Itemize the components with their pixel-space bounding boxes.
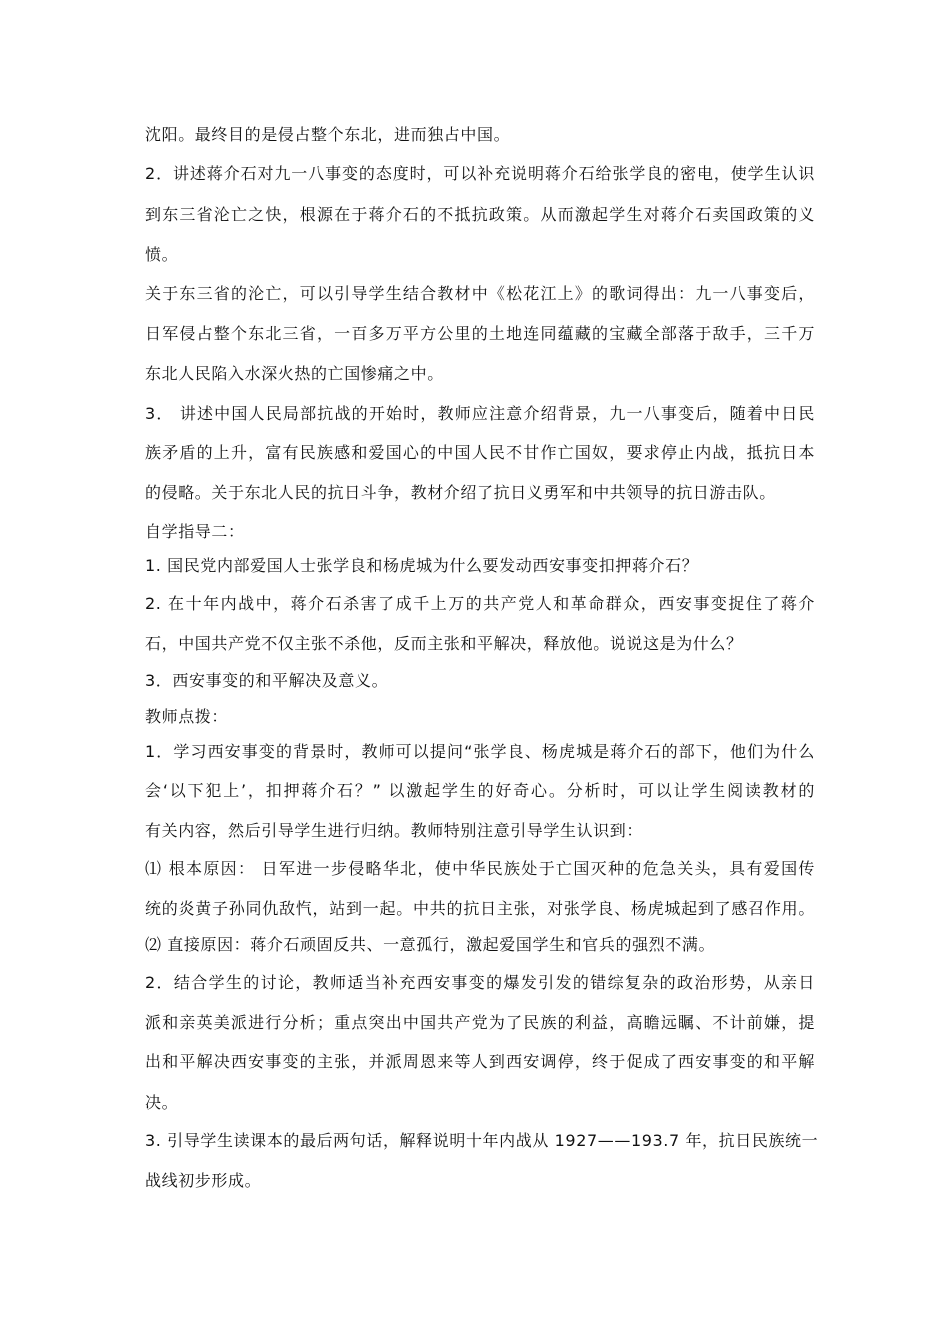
text-line: 1．学习西安事变的背景时，教师可以提问“张学良、杨虎城是蒋介石的部下，他们为什么 [145,742,815,761]
text-line: 1. 国民党内部爱国人士张学良和杨虎城为什么要发动西安事变扣押蒋介石？ [145,556,699,575]
text-line: 3． 讲述中国人民局部抗战的开始时，教师应注意介绍背景，九一八事变后，随着中日民 [145,404,815,423]
text-line: 有关内容，然后引导学生进行归纳。教师特别注意引导学生认识到： [145,821,644,840]
text-line: ⑵ 直接原因：蒋介石顽固反共、一意孤行，激起爱国学生和官兵的强烈不满。 [145,935,716,954]
text-line: 族矛盾的上升，富有民族感和爱国心的中国人民不甘作亡国奴，要求停止内战，抵抗日本 [145,443,815,462]
section-heading: 教师点拨： [145,707,229,726]
text-line: ⑴ 根本原因： 日军进一步侵略华北，使中华民族处于亡国灭种的危急关头，具有爱国传 [145,859,815,878]
text-line: 2．结合学生的讨论，教师适当补充西安事变的爆发引发的错综复杂的政治形势，从亲日 [145,973,815,992]
text-line: 出和平解决西安事变的主张，并派周恩来等人到西安调停，终于促成了西安事变的和平解 [145,1052,815,1071]
text-line: 东北人民陷入水深火热的亡国惨痛之中。 [145,364,444,383]
text-line: 关于东三省的沦亡，可以引导学生结合教材中《松花江上》的歌词得出：九一八事变后， [145,284,815,303]
text-line: 3．西安事变的和平解决及意义。 [145,671,389,690]
text-line: 决。 [145,1093,179,1112]
text-line: 统的炎黄子孙同仇敌忾，站到一起。中共的抗日主张，对张学良、杨虎城起到了感召作用。 [145,899,815,918]
text-line: 沈阳。最终目的是侵占整个东北，进而独占中国。 [145,125,511,144]
text-line: 战线初步形成。 [145,1171,262,1190]
text-line: 2．讲述蒋介石对九一八事变的态度时，可以补充说明蒋介石给张学良的密电，使学生认识 [145,164,815,183]
text-line: 的侵略。关于东北人民的抗日斗争，教材介绍了抗日义勇军和中共领导的抗日游击队。 [145,483,776,502]
text-line: 日军侵占整个东北三省，一百多万平方公里的土地连同蕴藏的宝藏全部落于敌手，三千万 [145,324,815,343]
text-line: 到东三省沦亡之快，根源在于蒋介石的不抵抗政策。从而激起学生对蒋介石卖国政策的义 [145,205,815,224]
text-line: 2. 在十年内战中，蒋介石杀害了成千上万的共产党人和革命群众，西安事变捉住了蒋介 [145,594,815,613]
text-line: 3. 引导学生读课本的最后两句话，解释说明十年内战从 1927——193.7 年，抗日民族统一 [145,1131,819,1150]
text-line: 会‘以下犯上’，扣押蒋介石？” 以激起学生的好奇心。分析时，可以让学生阅读教材的 [145,781,815,800]
text-line: 愤。 [145,245,179,264]
text-line: 石，中国共产党不仅主张不杀他，反而主张和平解决，释放他。说说这是为什么？ [145,634,743,653]
section-heading: 自学指导二： [145,522,245,541]
text-line: 派和亲英美派进行分析；重点突出中国共产党为了民族的利益，高瞻远瞩、不计前嫌，提 [145,1013,815,1032]
